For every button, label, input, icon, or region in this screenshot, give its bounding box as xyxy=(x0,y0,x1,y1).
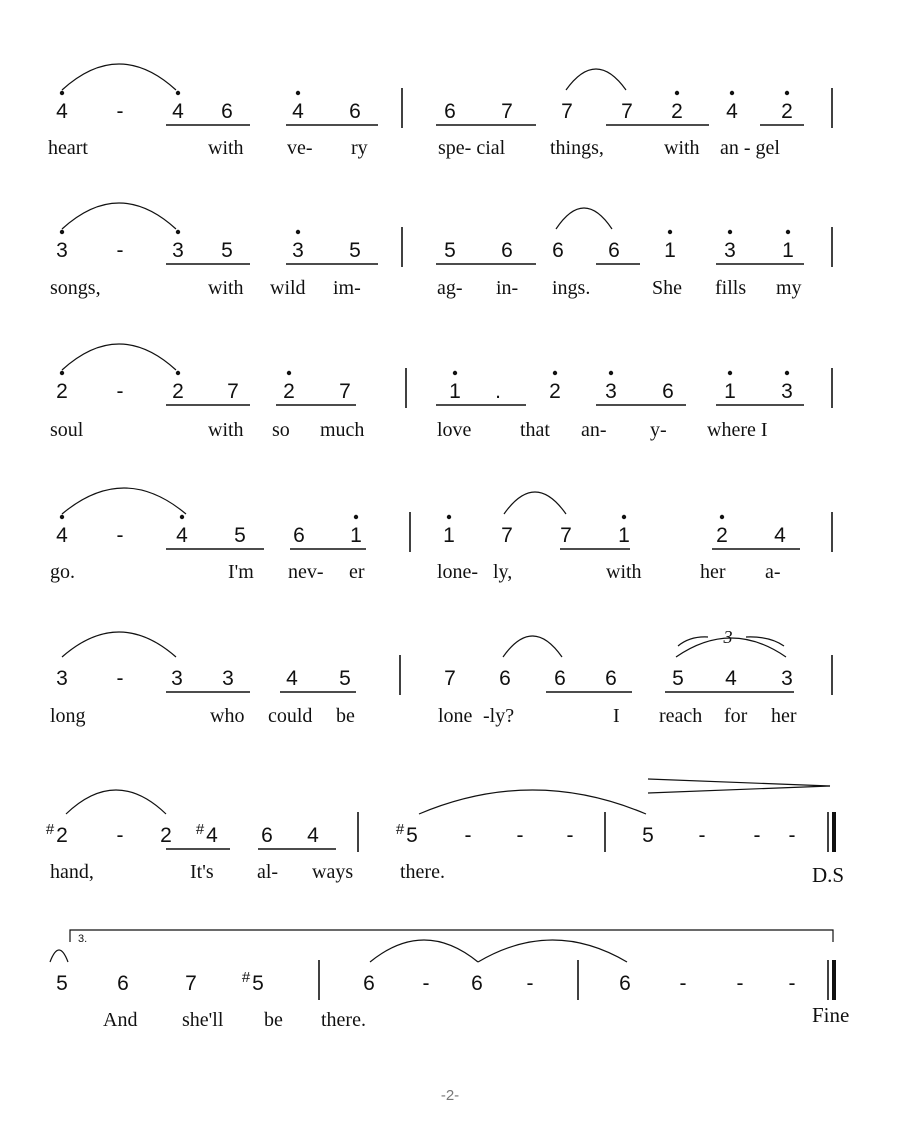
octave-dot xyxy=(176,91,180,95)
lyric-word: I xyxy=(613,705,620,727)
note: 5 xyxy=(234,524,246,547)
note: 3 xyxy=(724,239,736,262)
sharp-sign: # xyxy=(395,821,405,838)
slur-arc xyxy=(66,790,166,814)
octave-dot xyxy=(728,371,732,375)
note: 6 xyxy=(117,972,129,995)
lyric-word: with xyxy=(664,137,700,159)
slur-arc xyxy=(62,344,176,370)
slur-arc xyxy=(50,950,68,962)
dash-extension: - xyxy=(116,380,124,403)
lyric-word: much xyxy=(320,419,365,441)
note: 4 xyxy=(176,524,188,547)
note: 4 xyxy=(292,100,304,123)
note: 7 xyxy=(185,972,197,995)
lyric-word: for xyxy=(724,705,748,727)
octave-dot xyxy=(176,230,180,234)
note: 7 xyxy=(560,524,572,547)
note: 2 xyxy=(56,380,68,403)
lyric-word: she'll xyxy=(182,1009,224,1031)
note: 7 xyxy=(339,380,351,403)
dash-extension: - xyxy=(116,524,124,547)
note: 3 xyxy=(222,667,234,690)
lyric-word: fills xyxy=(715,277,747,299)
slur-arc xyxy=(566,69,626,90)
lyric-word: ings. xyxy=(552,277,591,299)
note: 4 xyxy=(206,824,218,847)
lyric-word: And xyxy=(103,1009,138,1031)
lyric-word: She xyxy=(652,277,682,299)
sharp-sign: # xyxy=(45,821,55,838)
lyric-word: reach xyxy=(659,705,703,727)
dash-extension: - xyxy=(788,824,796,847)
octave-dot xyxy=(296,91,300,95)
note: 5 xyxy=(252,972,264,995)
lyric-word: things, xyxy=(550,137,604,159)
fine-marking: Fine xyxy=(812,1003,850,1027)
octave-dot xyxy=(728,230,732,234)
note: 3 xyxy=(56,667,68,690)
volta-bracket xyxy=(70,930,833,945)
lyric-word: wild xyxy=(270,277,306,299)
octave-dot xyxy=(296,230,300,234)
octave-dot xyxy=(60,230,64,234)
octave-dot xyxy=(668,230,672,234)
dash-extension: - xyxy=(566,824,574,847)
octave-dot xyxy=(609,371,613,375)
lyric-word: ag- xyxy=(437,277,463,299)
dash-extension: - xyxy=(736,972,744,995)
system-6 xyxy=(46,790,834,883)
octave-dot xyxy=(786,230,790,234)
lyric-word: a- xyxy=(765,561,781,583)
note: 6 xyxy=(293,524,305,547)
note: 6 xyxy=(552,239,564,262)
note: 6 xyxy=(363,972,375,995)
triplet-bracket xyxy=(678,627,784,647)
dash-extension: - xyxy=(788,972,796,995)
sharp-sign: # xyxy=(241,969,251,986)
dal-segno-marking: D.S xyxy=(812,863,845,887)
augmentation-dot: . xyxy=(495,380,501,403)
octave-dot xyxy=(675,91,679,95)
note: 6 xyxy=(221,100,233,123)
lyric-word: y- xyxy=(650,419,667,441)
note: 1 xyxy=(449,380,461,403)
note: 4 xyxy=(56,100,68,123)
note: 3 xyxy=(172,239,184,262)
note: 2 xyxy=(781,100,793,123)
lyric-word: there. xyxy=(321,1009,366,1031)
note: 6 xyxy=(499,667,511,690)
note: 2 xyxy=(671,100,683,123)
note: 6 xyxy=(554,667,566,690)
lyric-word: her xyxy=(700,561,726,583)
lyric-word: nev- xyxy=(288,561,324,583)
octave-dot xyxy=(180,515,184,519)
note: 7 xyxy=(561,100,573,123)
note: 4 xyxy=(774,524,786,547)
lyric-word: in- xyxy=(496,277,519,299)
octave-dot xyxy=(287,371,291,375)
note: 6 xyxy=(608,239,620,262)
lyric-word: so xyxy=(272,419,290,441)
lyric-word: lone- xyxy=(437,561,479,583)
note: 5 xyxy=(444,239,456,262)
octave-dot xyxy=(60,91,64,95)
note: 7 xyxy=(444,667,456,690)
slur-arc xyxy=(62,632,176,657)
note: 2 xyxy=(172,380,184,403)
lyric-word: ways xyxy=(312,861,354,883)
note: 6 xyxy=(662,380,674,403)
note: 2 xyxy=(160,824,172,847)
lyric-word: spe- cial xyxy=(438,137,506,159)
octave-dot xyxy=(447,515,451,519)
note: 3 xyxy=(781,380,793,403)
lyric-word: ve- xyxy=(287,137,313,159)
note: 6 xyxy=(619,972,631,995)
dash-extension: - xyxy=(753,824,761,847)
note: 4 xyxy=(725,667,737,690)
note: 5 xyxy=(672,667,684,690)
decrescendo-hairpin xyxy=(648,779,830,793)
slur-arc xyxy=(370,940,478,962)
note: 4 xyxy=(56,524,68,547)
system-7 xyxy=(50,940,834,1031)
lyric-word: an- xyxy=(581,419,607,441)
octave-dot xyxy=(785,371,789,375)
note: 2 xyxy=(283,380,295,403)
lyric-word: songs, xyxy=(50,277,101,299)
octave-dot xyxy=(60,515,64,519)
system-5 xyxy=(50,632,832,727)
dash-extension: - xyxy=(116,100,124,123)
lyric-word: that xyxy=(520,419,550,441)
lyric-word: who xyxy=(210,705,245,727)
lyric-word: her xyxy=(771,705,797,727)
note: 5 xyxy=(56,972,68,995)
slur-arc xyxy=(556,208,612,229)
lyric-word: long xyxy=(50,705,86,727)
lyric-word: with xyxy=(606,561,642,583)
lyric-word: with xyxy=(208,419,244,441)
note: 6 xyxy=(471,972,483,995)
note: 4 xyxy=(172,100,184,123)
slur-arc xyxy=(478,940,627,962)
lyric-word: -ly? xyxy=(483,705,515,727)
note: 4 xyxy=(286,667,298,690)
note: 5 xyxy=(349,239,361,262)
lyric-word: ry xyxy=(351,137,368,159)
note: 2 xyxy=(56,824,68,847)
dash-extension: - xyxy=(526,972,534,995)
lyric-word: lone xyxy=(438,705,473,727)
lyric-word: It's xyxy=(190,861,214,883)
octave-dot xyxy=(453,371,457,375)
octave-dot xyxy=(176,371,180,375)
slur-arc xyxy=(419,790,646,814)
note: 7 xyxy=(501,100,513,123)
note: 1 xyxy=(782,239,794,262)
dash-extension: - xyxy=(679,972,687,995)
lyric-word: my xyxy=(776,277,802,299)
sharp-sign: # xyxy=(195,821,205,838)
lyric-word: er xyxy=(349,561,365,583)
note: 6 xyxy=(261,824,273,847)
lyric-word: there. xyxy=(400,861,445,883)
lyric-word: I'm xyxy=(228,561,254,583)
octave-dot xyxy=(622,515,626,519)
note: 7 xyxy=(501,524,513,547)
slur-arc xyxy=(503,636,562,657)
slur-arc xyxy=(62,64,176,90)
note: 2 xyxy=(549,380,561,403)
lyric-word: with xyxy=(208,277,244,299)
lyric-word: an - gel xyxy=(720,137,780,159)
slur-arc xyxy=(62,203,176,229)
note: 3 xyxy=(292,239,304,262)
lyric-word: be xyxy=(336,705,355,727)
octave-dot xyxy=(720,515,724,519)
lyric-word: ly, xyxy=(493,561,513,583)
note: 5 xyxy=(406,824,418,847)
dash-extension: - xyxy=(422,972,430,995)
note: 5 xyxy=(221,239,233,262)
note: 6 xyxy=(501,239,513,262)
lyric-word: hand, xyxy=(50,861,94,883)
triplet-number: 3 xyxy=(723,627,733,647)
page-number: -2- xyxy=(440,1087,460,1104)
system-2 xyxy=(50,203,832,299)
lyric-word: im- xyxy=(333,277,361,299)
octave-dot xyxy=(354,515,358,519)
lyric-word: where I xyxy=(707,419,768,441)
note: 3 xyxy=(171,667,183,690)
note: 4 xyxy=(726,100,738,123)
note: 1 xyxy=(618,524,630,547)
note: 5 xyxy=(642,824,654,847)
note: 1 xyxy=(724,380,736,403)
system-4 xyxy=(50,488,832,583)
note: 3 xyxy=(781,667,793,690)
lyric-word: be xyxy=(264,1009,283,1031)
slur-arc xyxy=(62,488,186,514)
lyric-word: love xyxy=(437,419,472,441)
dash-extension: - xyxy=(116,824,124,847)
octave-dot xyxy=(730,91,734,95)
dash-extension: - xyxy=(698,824,706,847)
slur-arc xyxy=(504,492,566,514)
dash-extension: - xyxy=(116,239,124,262)
note: 7 xyxy=(621,100,633,123)
octave-dot xyxy=(553,371,557,375)
system-1 xyxy=(48,64,832,159)
lyric-word: go. xyxy=(50,561,75,583)
note: 6 xyxy=(444,100,456,123)
dash-extension: - xyxy=(464,824,472,847)
note: 1 xyxy=(664,239,676,262)
note: 7 xyxy=(227,380,239,403)
note: 4 xyxy=(307,824,319,847)
lyric-word: al- xyxy=(257,861,279,883)
note: 1 xyxy=(350,524,362,547)
note: 6 xyxy=(605,667,617,690)
lyric-word: heart xyxy=(48,137,88,159)
note: 3 xyxy=(605,380,617,403)
lyric-word: with xyxy=(208,137,244,159)
lyric-word: could xyxy=(268,705,313,727)
note: 1 xyxy=(443,524,455,547)
volta-number: 3. xyxy=(78,933,88,945)
dash-extension: - xyxy=(116,667,124,690)
dash-extension: - xyxy=(516,824,524,847)
note: 3 xyxy=(56,239,68,262)
system-3 xyxy=(50,344,832,441)
note: 2 xyxy=(716,524,728,547)
note: 6 xyxy=(349,100,361,123)
octave-dot xyxy=(60,371,64,375)
lyric-word: soul xyxy=(50,419,84,441)
note: 5 xyxy=(339,667,351,690)
octave-dot xyxy=(785,91,789,95)
